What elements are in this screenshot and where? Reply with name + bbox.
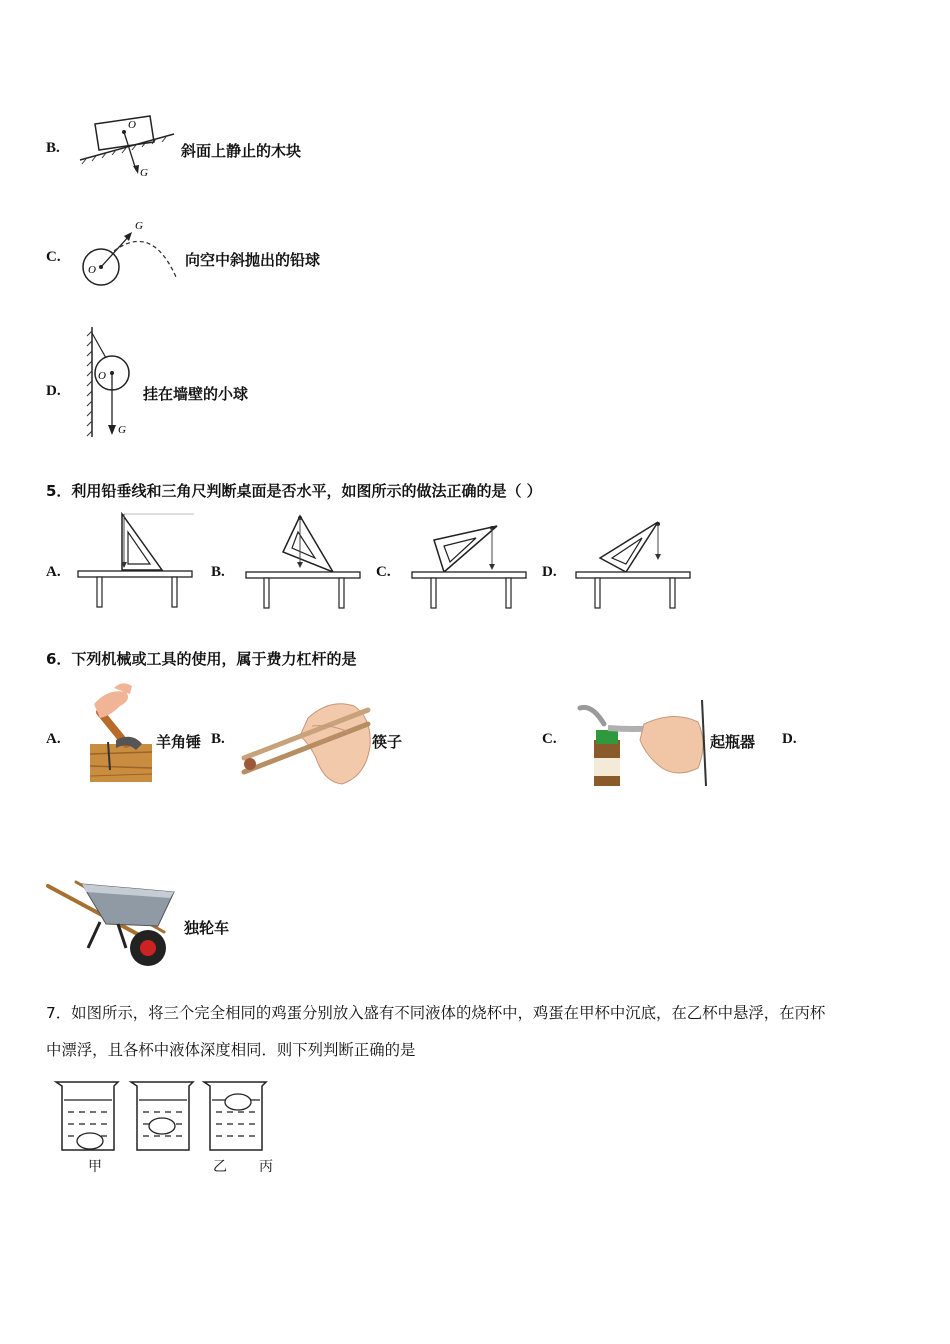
q4-option-d-text: 挂在墙壁的小球 [143, 385, 249, 403]
q6-option-a-label: A. [46, 731, 61, 747]
q6-option-c-label: C. [542, 731, 557, 747]
beaker-label-jia: 甲 [88, 1159, 102, 1175]
plumb-table-b-figure [243, 510, 363, 610]
q6-option-b-text: 筷子 [372, 733, 403, 751]
claw-hammer-image [86, 682, 156, 786]
gravity-g-letter: G [140, 167, 148, 179]
gravity-g-letter: G [135, 220, 143, 232]
beaker-label-yi: 乙 [213, 1159, 227, 1175]
q4-option-b-text: 斜面上静止的木块 [181, 142, 302, 160]
center-o-letter: O [98, 370, 106, 382]
plumb-table-a-figure [76, 510, 194, 610]
q6-option-c-text: 起瓶器 [710, 733, 756, 751]
q7-stem-line2: 中漂浮，且各杯中液体深度相同．则下列判断正确的是 [46, 1041, 416, 1059]
center-o-letter: O [128, 119, 136, 131]
plumb-table-c-figure [410, 510, 528, 610]
q5-option-a-label: A. [46, 564, 61, 580]
incline-block-figure [78, 108, 178, 183]
q4-option-d-label: D. [46, 383, 61, 399]
q6-stem: 6．下列机械或工具的使用，属于费力杠杆的是 [46, 650, 357, 668]
bottle-opener-image [574, 700, 710, 786]
beakers-figure [52, 1078, 282, 1178]
q4-option-c-text: 向空中斜抛出的铅球 [185, 251, 321, 269]
q6-option-d-text: 独轮车 [184, 919, 230, 937]
q7-stem-line1: 7．如图所示，将三个完全相同的鸡蛋分别放入盛有不同液体的烧杯中，鸡蛋在甲杯中沉底，在乙杯中悬浮，在丙杯 [46, 1004, 826, 1022]
beaker-label-bing: 丙 [259, 1159, 273, 1175]
q4-option-b-label: B. [46, 140, 60, 156]
wheelbarrow-image [46, 874, 176, 970]
center-o-letter: O [88, 264, 96, 276]
chopsticks-image [238, 698, 374, 788]
q6-option-d-label: D. [782, 731, 797, 747]
wall-ball-figure [84, 325, 144, 440]
gravity-g-letter: G [118, 424, 126, 436]
q6-option-b-label: B. [211, 731, 225, 747]
thrown-ball-figure [80, 215, 180, 293]
plumb-table-d-figure [574, 510, 692, 610]
q6-option-a-text: 羊角锤 [156, 733, 202, 751]
q5-option-d-label: D. [542, 564, 557, 580]
q4-option-c-label: C. [46, 249, 61, 265]
q5-option-b-label: B. [211, 564, 225, 580]
q5-option-c-label: C. [376, 564, 391, 580]
q5-stem: 5．利用铅垂线和三角尺判断桌面是否水平，如图所示的做法正确的是（ ） [46, 482, 542, 500]
